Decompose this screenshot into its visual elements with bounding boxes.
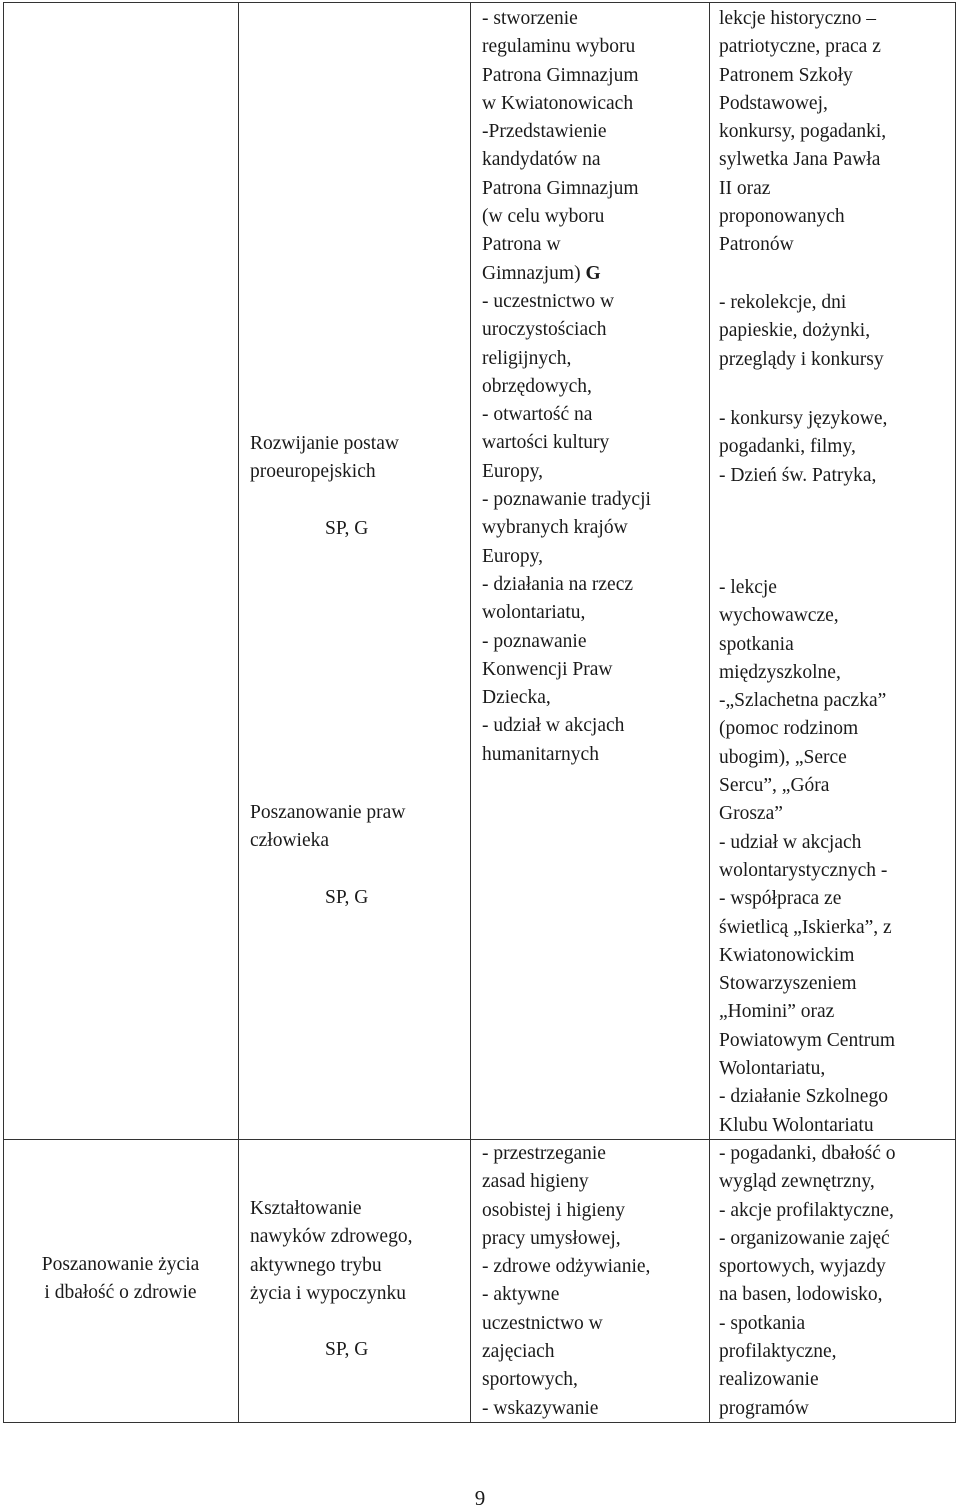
task-line: wolontariatu,	[482, 602, 586, 624]
goal-block-health	[250, 1195, 465, 1364]
form-line: II oraz	[719, 177, 771, 199]
goal-label: aktywnego trybu	[250, 1254, 382, 1276]
tasks-top	[482, 5, 707, 769]
form-line: Klubu Wolontariatu	[719, 1114, 874, 1136]
tasks-bottom	[482, 1140, 707, 1423]
task-line: - wskazywanie	[482, 1397, 599, 1419]
form-line: wychowawcze,	[719, 605, 839, 627]
area-label: i dbałość o zdrowie	[44, 1282, 197, 1304]
form-line: Patronów	[719, 234, 794, 256]
school-tag: SP, G	[325, 517, 369, 539]
form-line: - działanie Szkolnego	[719, 1086, 888, 1108]
task-line: -Przedstawienie	[482, 121, 607, 143]
form-line: Wolontariatu,	[719, 1058, 826, 1080]
task-line: kandydatów na	[482, 149, 601, 171]
task-line: religijnych,	[482, 347, 572, 369]
task-line: - poznawanie tradycji	[482, 489, 651, 511]
forms-group-european	[719, 405, 955, 490]
form-line: patriotyczne, praca z	[719, 36, 881, 58]
form-line: sylwetka Jana Pawła	[719, 149, 881, 171]
task-line: sportowych,	[482, 1369, 578, 1391]
form-line: -„Szlachetna paczka”	[719, 690, 887, 712]
form-line: Stowarzyszeniem	[719, 973, 857, 995]
goal-label: Rozwijanie postaw	[250, 433, 399, 454]
form-line: - Dzień św. Patryka,	[719, 464, 877, 486]
goal-label: proeuropejskich	[250, 461, 376, 483]
form-line: na basen, lodowisko,	[719, 1284, 883, 1306]
area-cell	[3, 1251, 238, 1308]
task-line: zasad higieny	[482, 1171, 589, 1193]
form-line: - rekolekcje, dni	[719, 292, 847, 313]
form-line: - współpraca ze	[719, 888, 842, 910]
task-line: obrzędowych,	[482, 375, 592, 397]
task-line: Patrona Gimnazjum	[482, 64, 639, 86]
form-line: sportowych, wyjazdy	[719, 1256, 886, 1278]
form-line: Sercu”, „Góra	[719, 775, 830, 797]
form-line: Patronem Szkoły	[719, 64, 853, 86]
form-line: wygląd zewnętrzny,	[719, 1171, 875, 1193]
form-line: spotkania	[719, 633, 794, 655]
task-line: uroczystościach	[482, 319, 607, 341]
task-line: pracy umysłowej,	[482, 1227, 621, 1249]
form-line: przeglądy i konkursy	[719, 348, 884, 370]
form-line: Grosza”	[719, 803, 783, 825]
form-line: wolontarystycznych -	[719, 859, 888, 881]
forms-group-religious	[719, 289, 955, 374]
page-number: 9	[474, 1486, 486, 1510]
task-line	[482, 260, 707, 288]
goal-label: człowieka	[250, 830, 330, 852]
task-line: - aktywne	[482, 1284, 560, 1306]
forms-group-volunteering	[719, 574, 955, 1140]
form-line: konkursy, pogadanki,	[719, 121, 887, 143]
task-line: Europy,	[482, 460, 544, 482]
area-label: Poszanowanie życia	[41, 1254, 200, 1275]
task-line: - zdrowe odżywianie,	[482, 1256, 651, 1278]
form-line: - pogadanki, dbałość o	[719, 1143, 896, 1164]
form-line: - organizowanie zajęć	[719, 1227, 890, 1249]
form-line: papieskie, dożynki,	[719, 320, 871, 342]
goal-label: Kształtowanie	[250, 1198, 362, 1219]
task-line: zajęciach	[482, 1341, 555, 1363]
form-line: Podstawowej,	[719, 92, 828, 114]
form-line: „Homini” oraz	[719, 1001, 835, 1023]
form-line: - spotkania	[719, 1312, 806, 1334]
task-line: (w celu wyboru	[482, 206, 605, 228]
column-divider	[470, 2, 471, 1423]
form-line: programów	[719, 1397, 809, 1419]
goal-block-proeuropean	[250, 430, 465, 543]
column-divider	[709, 2, 710, 1423]
form-line: - lekcje	[719, 577, 777, 598]
column-divider	[238, 2, 239, 1423]
task-line: - otwartość na	[482, 404, 593, 426]
goal-label: nawyków zdrowego,	[250, 1226, 413, 1248]
task-line: humanitarnych	[482, 743, 599, 765]
form-line: realizowanie	[719, 1369, 819, 1391]
goal-label: Poszanowanie praw	[250, 802, 406, 823]
form-line: - akcje profilaktyczne,	[719, 1199, 894, 1221]
form-line: - konkursy językowe,	[719, 408, 888, 429]
school-tag-bold: G	[585, 262, 601, 284]
task-line: - działania na rzecz	[482, 573, 634, 595]
forms-group-patron	[719, 5, 955, 260]
task-line: Dziecka,	[482, 687, 551, 709]
task-line: - poznawanie	[482, 630, 587, 652]
form-line: ubogim), „Serce	[719, 746, 847, 768]
form-line: - udział w akcjach	[719, 831, 862, 853]
task-line: wartości kultury	[482, 432, 610, 454]
task-line: - stworzenie	[482, 8, 578, 29]
task-line: Patrona Gimnazjum	[482, 177, 639, 199]
task-text: Gimnazjum)	[482, 262, 581, 284]
task-line: - uczestnictwo w	[482, 290, 615, 312]
task-line: regulaminu wyboru	[482, 36, 636, 58]
goal-block-human-rights	[250, 799, 465, 912]
task-line: w Kwiatonowicach	[482, 92, 634, 114]
task-line: Konwencji Praw	[482, 658, 613, 680]
school-tag: SP, G	[325, 1339, 369, 1361]
task-line: uczestnictwo w	[482, 1312, 603, 1334]
form-line: międzyszkolne,	[719, 661, 841, 683]
form-line: Kwiatonowickim	[719, 944, 855, 966]
task-line: - udział w akcjach	[482, 715, 625, 737]
form-line: świetlicą „Iskierka”, z	[719, 916, 892, 938]
form-line: pogadanki, filmy,	[719, 436, 856, 458]
form-line: lekcje historyczno –	[719, 8, 877, 29]
task-line: Patrona w	[482, 234, 561, 256]
form-line: profilaktyczne,	[719, 1341, 837, 1363]
task-line: wybranych krajów	[482, 517, 628, 539]
form-line: Powiatowym Centrum	[719, 1029, 896, 1051]
school-tag: SP, G	[325, 886, 369, 908]
form-line: proponowanych	[719, 206, 845, 228]
goal-label: życia i wypoczynku	[250, 1282, 406, 1304]
form-line: (pomoc rodzinom	[719, 718, 859, 740]
task-line: - przestrzeganie	[482, 1143, 606, 1164]
task-line: Europy,	[482, 545, 544, 567]
forms-group-health	[719, 1140, 955, 1423]
task-line: osobistej i higieny	[482, 1199, 625, 1221]
